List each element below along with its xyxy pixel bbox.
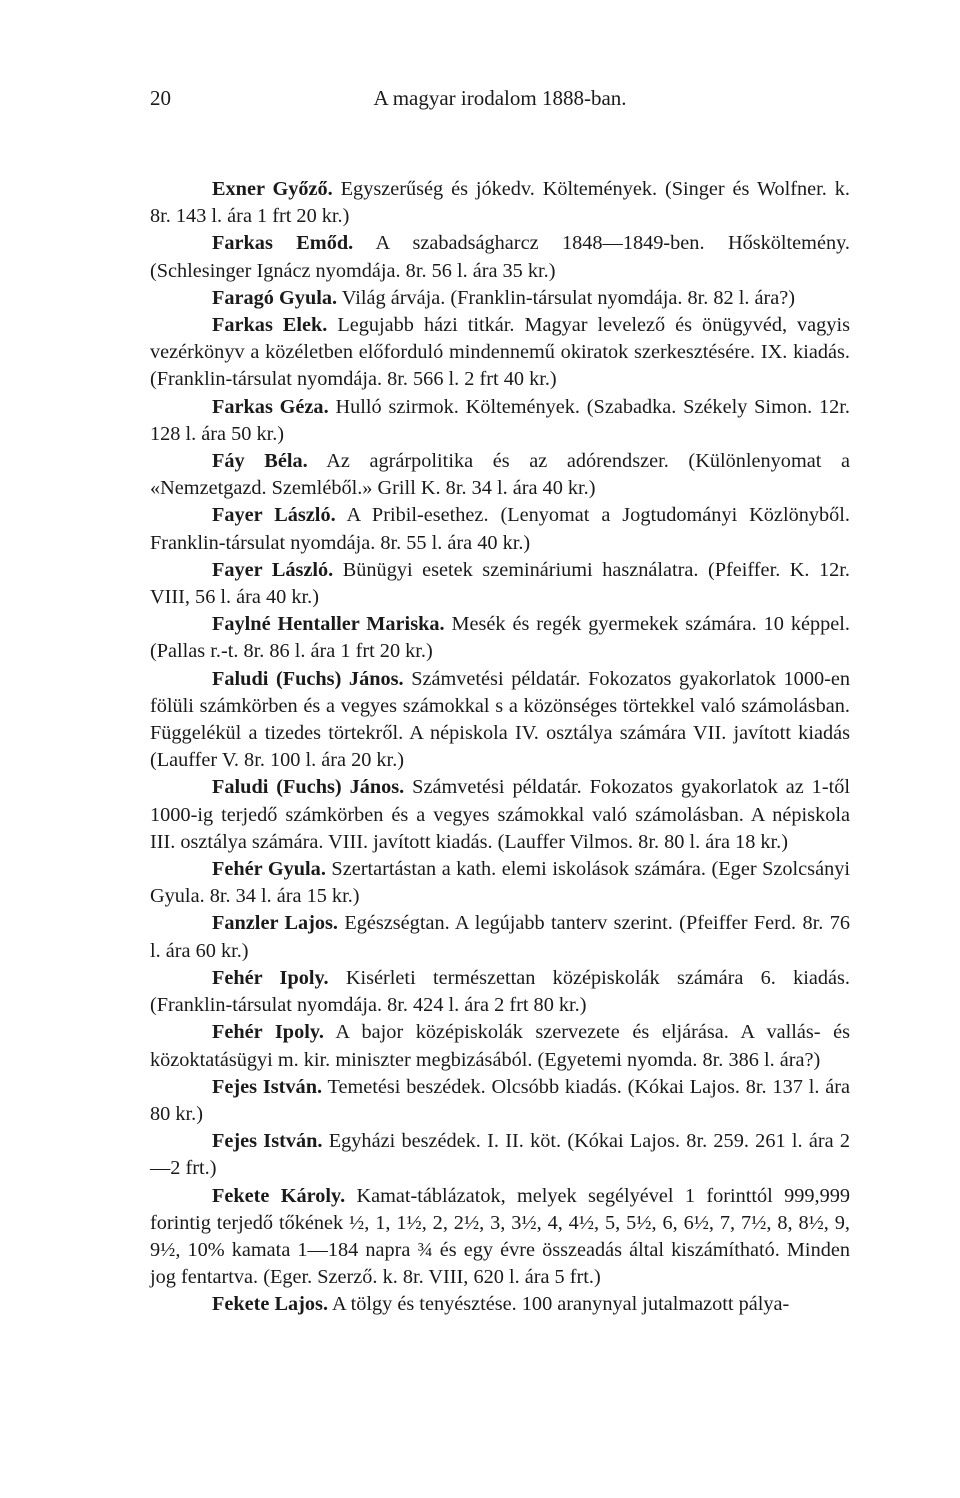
entry-author: Faylné Hentaller Mariska. (212, 613, 445, 636)
entry-author: Farkas Emőd. (212, 232, 354, 255)
entry-text: A szabadságharcz 1848—1849-ben. Hősköltemény. (Schlesinger Ignácz nyomdája. 8r. 56 l. ára 35 kr.) (150, 232, 850, 282)
bibliography-entry (150, 557, 850, 611)
entry-text: Szertartástan a kath. elemi iskolások számára. (Eger Szolcsányi Gyula. 8r. 34 l. ára 15 kr.) (150, 858, 850, 908)
bibliography-entry (150, 1019, 850, 1073)
bibliography-entry (150, 856, 850, 910)
running-title: A magyar irodalom 1888-ban. (373, 86, 627, 110)
entry-text: Mesék és regék gyermekek számára. 10 képpel. (Pallas r.-t. 8r. 86 l. ára 1 frt 20 kr.) (150, 613, 850, 663)
entry-author: Fáy Béla. (212, 450, 308, 473)
entry-text: Számvetési példatár. Fokozatos gyakorlatok 1000-en fölüli számkörben és a vegyes számokkal s a közönséges törtekkel való számolásban. Függelékül a tizedes törtekről. A népiskola IV. osztálya számára VII. javított kiadás (Lauffer V. 8r. 100 l. ára 20 kr.) (150, 667, 851, 772)
entry-text: Egyházi beszédek. I. II. köt. (Kókai Lajos. 8r. 259. 261 l. ára 2—2 frt.) (150, 1130, 851, 1180)
entry-author: Fayer László. (212, 504, 336, 527)
entry-text: Az agrárpolitika és az adórendszer. (Különlenyomat a «Nemzetgazd. Szemléből.» Grill K. 8r. 34 l. ára 40 kr.) (150, 450, 850, 500)
entry-author: Exner Győző. (212, 178, 333, 200)
bibliography-entry (150, 1291, 850, 1318)
entry-author: Fekete Károly. (212, 1184, 346, 1207)
entry-author: Faludi (Fuchs) János. (212, 776, 405, 799)
bibliography-entry (150, 774, 850, 856)
entry-text: Egyszerűség és jókedv. Költemények. (Singer és Wolfner. k. 8r. 143 l. ára 1 frt 20 kr.) (150, 178, 850, 228)
bibliography-entry (150, 176, 850, 230)
bibliography-entry (150, 448, 850, 502)
bibliography-entry (150, 666, 850, 775)
entry-author: Fehér Ipoly. (212, 1021, 324, 1044)
entry-author: Fejes István. (212, 1130, 323, 1153)
entry-text: Számvetési példatár. Fokozatos gyakorlatok az 1-től 1000-ig terjedő számkörben és a vegyes számokkal való számolásban. A népiskola III. osztálya számára. VIII. javított kiadás. (Lauffer Vilmos. 8r. 80 l. ára 18 kr.) (150, 776, 850, 853)
entry-author: Fejes István. (212, 1075, 323, 1098)
entry-text: Hulló szirmok. Költemények. (Szabadka. Székely Simon. 12r. 128 l. ára 50 kr.) (150, 395, 850, 445)
page-header (150, 86, 850, 120)
page-number: 20 (150, 86, 171, 110)
entry-text: A Pribil-esethez. (Lenyomat a Jogtudományi Közlönyből. Franklin-társulat nyomdája. 8r. 55 l. ára 40 kr.) (150, 504, 850, 554)
bibliography-entry (150, 285, 850, 312)
bibliography-entry (150, 965, 850, 1019)
entry-author: Farkas Elek. (212, 314, 328, 337)
bibliography-entry (150, 1183, 850, 1292)
bibliography-entry (150, 1128, 850, 1182)
entry-text: Kamat-táblázatok, melyek segélyével 1 forinttól 999,999 forintig terjedő tőkének ½, 1, 1½, 2, 2½, 3, 3½, 4, 4½, 5, 5½, 6, 6½, 7, 7½, 8, 8½, 9, 9½, 10% kamata 1—184 napra ¾ és egy évre összeadás által kiszámítható. Minden jog fentartva. (Eger. Szerző. k. 8r. VIII, 620 l. ára 5 frt.) (150, 1184, 850, 1289)
entry-author: Fehér Gyula. (212, 858, 326, 881)
entry-text: Kisérleti természettan középiskolák számára 6. kiadás. (Franklin-társulat nyomdája. 8r. 424 l. ára 2 frt 80 kr.) (150, 966, 850, 1017)
bibliography-entry (150, 1074, 850, 1128)
bibliography-entry (150, 502, 850, 556)
entry-author: Fehér Ipoly. (212, 966, 329, 989)
bibliography-entry (150, 230, 850, 284)
entry-text: Egészségtan. A legújabb tanterv szerint. (Pfeiffer Ferd. 8r. 76 l. ára 60 kr.) (150, 912, 850, 962)
entry-text: A bajor középiskolák szervezete és eljárása. A vallás- és közoktatásügyi m. kir. miniszter megbizásából. (Egyetemi nyomda. 8r. 386 l. ára?) (150, 1021, 850, 1071)
entry-author: Farkas Géza. (212, 395, 329, 418)
bibliography-list (150, 176, 850, 1319)
bibliography-entry (150, 312, 850, 394)
bibliography-entry (150, 611, 850, 665)
entry-text: Bünügyi esetek szemináriumi használatra. (Pfeiffer. K. 12r. VIII, 56 l. ára 40 kr.) (150, 558, 850, 609)
entry-text: Legujabb házi titkár. Magyar levelező és önügyvéd, vagyis vezérkönyv a közéletben előforduló mindennemű okiratok szerkesztésére. IX. kiadás. (Franklin-társulat nyomdája. 8r. 566 l. 2 frt 40 kr.) (150, 314, 850, 391)
entry-text: Világ árvája. (Franklin-társulat nyomdája. 8r. 82 l. ára?) (337, 286, 796, 309)
entry-author: Faragó Gyula. (212, 286, 338, 309)
entry-text: A tölgy és tenyésztése. 100 aranynyal jutalmazott pálya- (328, 1293, 790, 1316)
entry-author: Fekete Lajos. (212, 1293, 329, 1316)
bibliography-entry (150, 910, 850, 964)
entry-author: Fanzler Lajos. (212, 912, 338, 935)
entry-author: Faludi (Fuchs) János. (212, 667, 404, 690)
bibliography-entry (150, 394, 850, 448)
entry-author: Fayer László. (212, 558, 334, 581)
entry-text: Temetési beszédek. Olcsóbb kiadás. (Kókai Lajos. 8r. 137 l. ára 80 kr.) (150, 1075, 850, 1125)
